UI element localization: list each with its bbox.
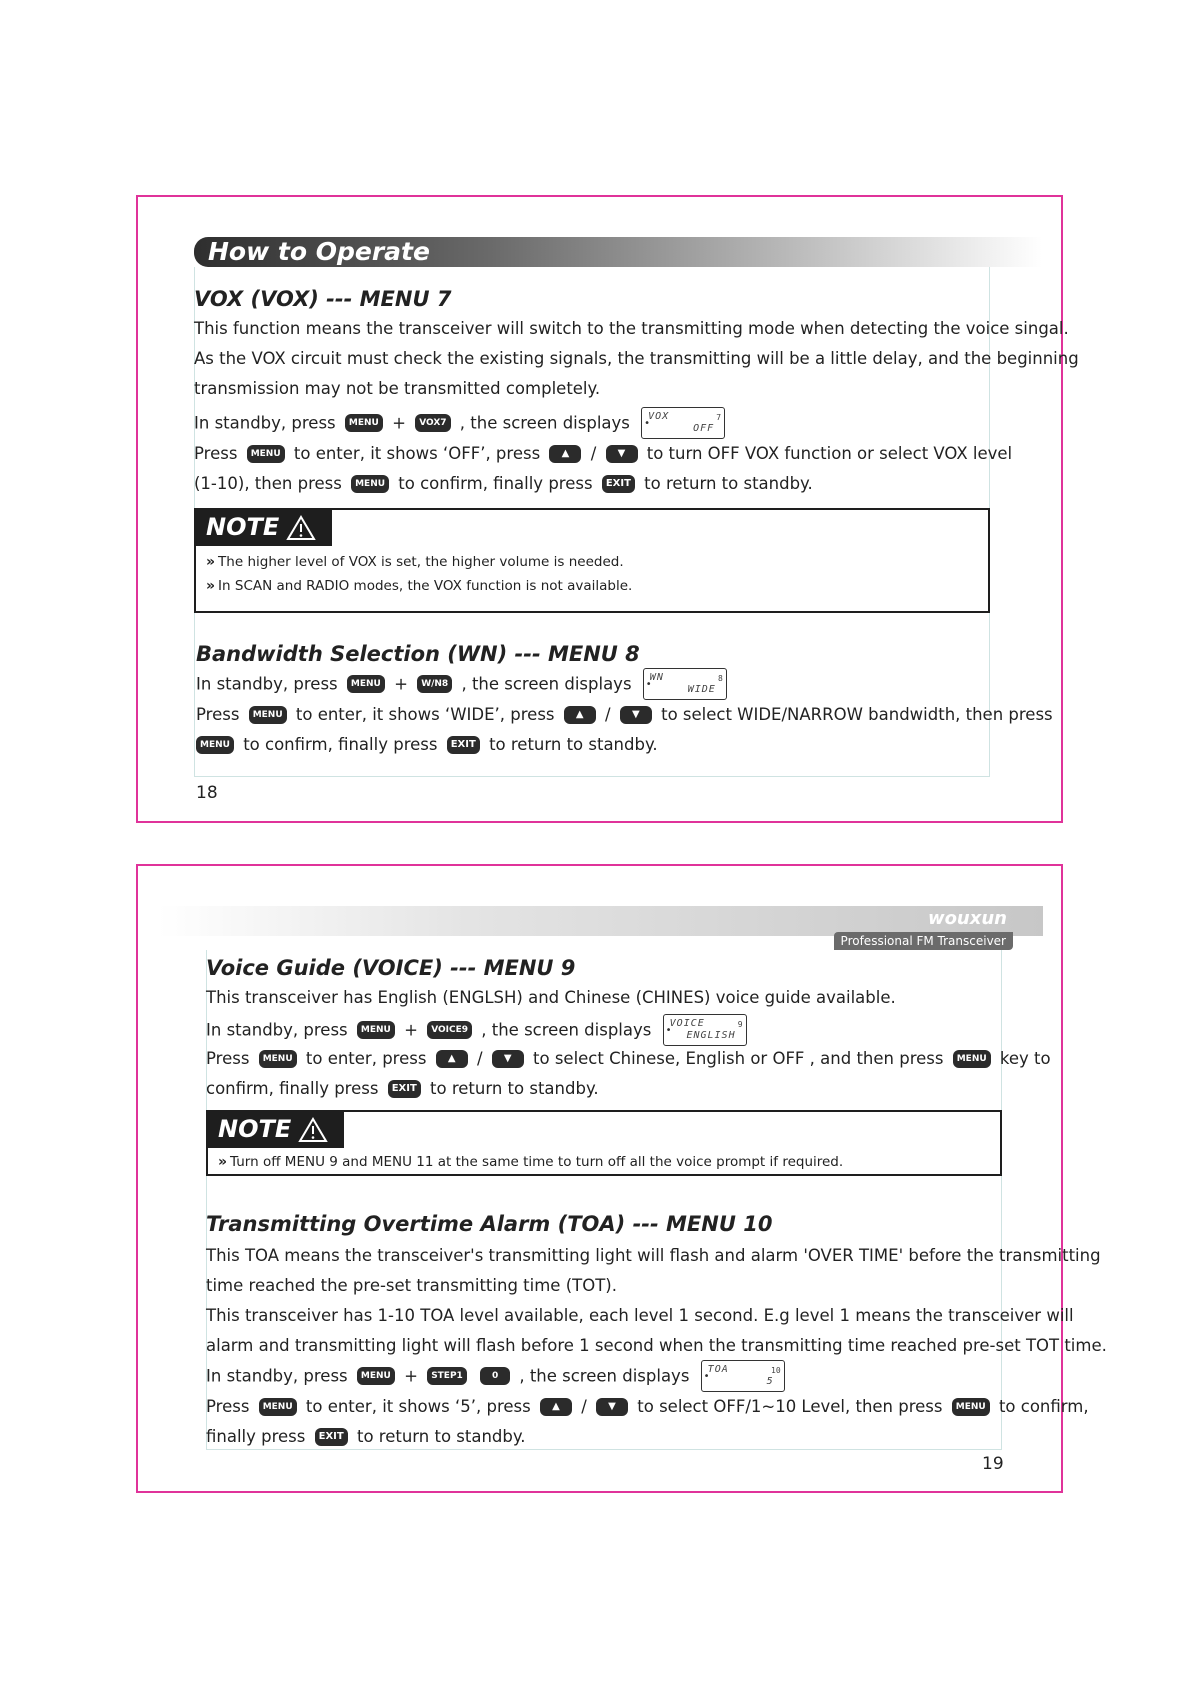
standby-prefix: In standby, press — [206, 1020, 348, 1040]
down-arrow-key-icon: ▼ — [596, 1398, 628, 1416]
confirm-text: to confirm, — [998, 1397, 1089, 1416]
plus-sign: + — [394, 674, 408, 694]
note-item-text: The higher level of VOX is set, the higher volume is needed. — [218, 554, 624, 570]
up-arrow-key-icon: ▲ — [540, 1398, 572, 1416]
slash: / — [581, 1397, 587, 1416]
toa-heading: Transmitting Overtime Alarm (TOA) --- MENU 10 — [206, 1212, 773, 1236]
range-text: (1-10), then press — [194, 474, 342, 493]
lcd-display-icon — [643, 668, 727, 700]
manual-page-19 — [136, 864, 1107, 1493]
standby-suffix: , the screen displays — [459, 413, 630, 433]
vox7-key-icon: VOX7 — [415, 414, 450, 432]
lcd-line-1: VOICE — [669, 1018, 705, 1029]
menu-key-icon: MENU — [953, 1050, 991, 1068]
step1-key-icon: STEP1 — [427, 1367, 467, 1385]
return-text: to return to standby. — [489, 735, 658, 754]
warning-icon — [286, 515, 316, 541]
standby-prefix: In standby, press — [194, 413, 336, 433]
standby-suffix: , the screen displays — [481, 1020, 652, 1040]
press-text-2: to select OFF/1~10 Level, then press — [637, 1397, 943, 1416]
chevron-right-icon: » — [218, 1154, 228, 1170]
lcd-dot: • — [665, 1025, 672, 1036]
lcd-line-1: WN — [649, 672, 664, 683]
up-arrow-key-icon: ▲ — [436, 1050, 468, 1068]
lcd-line-1: VOX — [648, 411, 670, 422]
down-arrow-key-icon: ▼ — [606, 445, 638, 463]
plus-sign: + — [404, 1366, 418, 1386]
lcd-menu-number: 10 — [771, 1366, 781, 1375]
down-arrow-key-icon: ▼ — [620, 706, 652, 724]
vox-para-line-1: This function means the transceiver will switch to the transmitting mode when detecting the voice singal. — [194, 319, 1069, 338]
exit-key-icon: EXIT — [315, 1428, 348, 1446]
confirm-text: to confirm, finally press — [398, 474, 593, 493]
lcd-line-1: TOA — [707, 1364, 729, 1375]
wn-press-line — [196, 704, 1053, 724]
section-banner — [194, 237, 1042, 267]
exit-key-icon: EXIT — [602, 475, 635, 493]
up-arrow-key-icon: ▲ — [549, 445, 581, 463]
brand-badge — [837, 906, 1013, 950]
wn8-key-icon: W/N8 — [417, 675, 452, 693]
vox-para-line-3: transmission may not be transmitted completely. — [194, 379, 601, 398]
note-item — [206, 554, 624, 570]
menu-key-icon: MENU — [196, 736, 234, 754]
plus-sign: + — [392, 413, 406, 433]
voice-heading: Voice Guide (VOICE) --- MENU 9 — [206, 956, 576, 980]
exit-key-icon: EXIT — [388, 1080, 421, 1098]
note-item — [218, 1154, 843, 1170]
note-box — [206, 1110, 1002, 1176]
note-header — [196, 510, 332, 546]
vox-para-line-2: As the VOX circuit must check the existing signals, the transmitting will be a little delay, and the beginning — [194, 349, 1079, 368]
press-text: to enter, it shows ‘WIDE’, press — [295, 705, 555, 724]
note-item — [206, 578, 632, 594]
press-text-2: to select Chinese, English or OFF , and then press — [533, 1049, 944, 1068]
voice-standby-line — [206, 1014, 747, 1046]
toa-press-line — [206, 1396, 1089, 1416]
vox-press-line — [194, 443, 1012, 463]
menu-key-icon: MENU — [347, 675, 385, 693]
vox-heading: VOX (VOX) --- MENU 7 — [194, 287, 452, 311]
menu-key-icon: MENU — [259, 1050, 297, 1068]
menu-key-icon: MENU — [259, 1398, 297, 1416]
voice-confirm-line — [206, 1078, 599, 1098]
lcd-menu-number: 9 — [737, 1020, 743, 1029]
page-number: 19 — [982, 1454, 1004, 1474]
return-text: to return to standby. — [430, 1079, 599, 1098]
vox-standby-line — [194, 407, 725, 439]
lcd-dot: • — [703, 1371, 710, 1382]
return-text: to return to standby. — [644, 474, 813, 493]
banner-title: How to Operate — [208, 237, 430, 266]
menu-key-icon: MENU — [249, 706, 287, 724]
toa-standby-line — [206, 1360, 785, 1392]
standby-prefix: In standby, press — [206, 1366, 348, 1386]
lcd-display-icon — [663, 1014, 747, 1046]
confirm-text: confirm, finally press — [206, 1079, 379, 1098]
lcd-line-2: ENGLISH — [686, 1030, 736, 1041]
press-word: Press — [194, 444, 238, 463]
manual-page-18 — [136, 195, 1079, 823]
toa-para-line-4: alarm and transmitting light will flash before 1 second when the transmitting time reached pre-set TOT time. — [206, 1336, 1107, 1355]
toa-para-line-1: This TOA means the transceiver's transmitting light will flash and alarm 'OVER TIME' before the transmitting — [206, 1246, 1101, 1265]
voice-para: This transceiver has English (ENGLSH) and Chinese (CHINES) voice guide available. — [206, 988, 896, 1007]
chevron-right-icon: » — [206, 554, 216, 570]
lcd-line-2: WIDE — [687, 684, 716, 695]
wn-heading: Bandwidth Selection (WN) --- MENU 8 — [196, 642, 640, 666]
menu-key-icon: MENU — [345, 414, 383, 432]
press-word: Press — [206, 1049, 250, 1068]
zero-key-icon: 0 — [480, 1367, 510, 1385]
press-text: to enter, press — [305, 1049, 427, 1068]
chevron-right-icon: » — [206, 578, 216, 594]
voice9-key-icon: VOICE9 — [427, 1021, 472, 1039]
note-header — [208, 1112, 344, 1148]
press-text: to enter, it shows ‘OFF’, press — [293, 444, 541, 463]
warning-icon — [298, 1117, 328, 1143]
note-item-text: In SCAN and RADIO modes, the VOX function is not available. — [218, 578, 633, 594]
down-arrow-key-icon: ▼ — [492, 1050, 524, 1068]
voice-press-line — [206, 1048, 1051, 1068]
brand-tagline: Professional FM Transceiver — [834, 932, 1013, 950]
menu-key-icon: MENU — [351, 475, 389, 493]
slash: / — [476, 1049, 483, 1068]
toa-para-line-2: time reached the pre-set transmitting time (TOT). — [206, 1276, 617, 1295]
key-to-text: key to — [999, 1049, 1051, 1068]
press-text-2: to select WIDE/NARROW bandwidth, then press — [661, 705, 1053, 724]
slash: / — [590, 444, 597, 463]
page-number: 18 — [196, 783, 218, 803]
lcd-dot: • — [644, 418, 651, 429]
toa-finally-line — [206, 1426, 526, 1446]
note-item-text: Turn off MENU 9 and MENU 11 at the same time to turn off all the voice prompt if required. — [230, 1154, 844, 1170]
finally-text: finally press — [206, 1427, 306, 1446]
lcd-menu-number: 7 — [716, 413, 722, 422]
press-word: Press — [196, 705, 240, 724]
press-text-2: to turn OFF VOX function or select VOX level — [646, 444, 1013, 463]
lcd-dot: • — [645, 679, 652, 690]
return-text: to return to standby. — [356, 1427, 526, 1446]
menu-key-icon: MENU — [357, 1021, 395, 1039]
note-title: NOTE — [218, 1115, 292, 1143]
brand-logo: wouxun — [927, 908, 1007, 929]
menu-key-icon: MENU — [247, 445, 285, 463]
up-arrow-key-icon: ▲ — [564, 706, 596, 724]
press-word: Press — [206, 1397, 250, 1416]
standby-prefix: In standby, press — [196, 674, 338, 694]
vox-confirm-line — [194, 473, 813, 493]
menu-key-icon: MENU — [952, 1398, 990, 1416]
standby-suffix: , the screen displays — [519, 1366, 690, 1386]
lcd-line-2: OFF — [693, 423, 715, 434]
note-title: NOTE — [206, 513, 280, 541]
wn-confirm-line — [192, 734, 658, 754]
note-box — [194, 508, 990, 613]
confirm-text: to confirm, finally press — [243, 735, 438, 754]
standby-suffix: , the screen displays — [461, 674, 632, 694]
toa-para-line-3: This transceiver has 1-10 TOA level available, each level 1 second. E.g level 1 means the transceiver will — [206, 1306, 1074, 1325]
lcd-display-icon — [701, 1360, 785, 1392]
lcd-display-icon — [641, 407, 725, 439]
lcd-menu-number: 8 — [717, 674, 723, 683]
wn-standby-line — [196, 668, 727, 700]
slash: / — [605, 705, 611, 724]
lcd-line-2: 5 — [766, 1376, 774, 1387]
exit-key-icon: EXIT — [447, 736, 480, 754]
press-text: to enter, it shows ‘5’, press — [305, 1397, 531, 1416]
plus-sign: + — [404, 1020, 418, 1040]
menu-key-icon: MENU — [357, 1367, 395, 1385]
